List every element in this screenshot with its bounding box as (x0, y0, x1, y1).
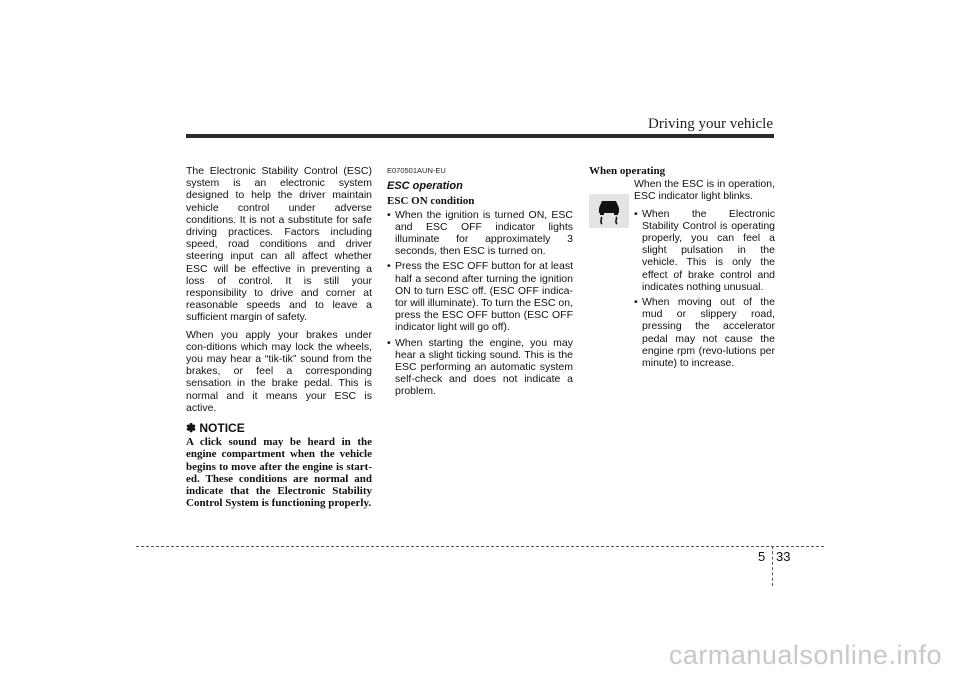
footer-divider (772, 546, 773, 586)
column-right (589, 165, 775, 372)
column-middle (387, 165, 573, 401)
footer-rule (136, 546, 824, 547)
esc-intro-paragraph: The Electronic Stability Control (ESC) system is an electronic system designed to help the driver maintain vehicle control under adverse conditions. It is not a substitute for safe driving practices. Factors including speed, road conditions and driver steering input can all affect whether ESC will be effective in preventing a loss of control. It is still your responsibility to drive and corner at reasonable speeds and to leave a sufficient margin of safety. (186, 165, 372, 324)
section-code: E070501AUN-EU (387, 166, 446, 175)
when-operating-block (589, 178, 775, 369)
esc-on-bullet-list (387, 209, 573, 398)
header-rule (186, 134, 774, 138)
notice-title: ✽ NOTICE (186, 421, 245, 436)
list-item: • When starting the engine, you may hear a slight ticking sound. This is the ESC performing an automatic system self-check and does not indicate a problem. (387, 336, 573, 398)
when-operating-heading: When operating (589, 165, 666, 177)
when-operating-bullet-list (634, 208, 775, 370)
brake-sound-paragraph: When you apply your brakes under con-ditions which may lock the wheels, you may hear a “tik-tik” sound from the brakes, or feel a corresponding sensation in the brake pedal. This is normal and it means your ESC is active. (186, 328, 372, 414)
list-item: • When moving out of the mud or slippery road, pressing the accelerator pedal may not cause the engine rpm (revo-lutions per minute) to increase. (634, 296, 775, 370)
esc-indicator-icon (589, 194, 629, 228)
chapter-number: 5 (758, 549, 766, 564)
watermark: carmanualsonline.info (668, 640, 942, 670)
when-operating-intro: When the ESC is in operation, ESC indicator light blinks. (634, 178, 775, 203)
list-item: • When the Electronic Stability Control is operating properly, you can feel a slight pulsation in the vehicle. This is only the effect of brake control and indicates nothing unusual. (634, 207, 775, 293)
column-left (186, 165, 372, 509)
esc-on-condition-heading: ESC ON condition (387, 195, 475, 208)
notice-body: A click sound may be heard in the engine compartment when the vehicle begins to move after the engine is start-ed. These conditions are normal and indicate that the Electronic Stability Control System is functioning properly. (186, 436, 372, 510)
section-heading: ESC operation (387, 180, 463, 193)
page-number: 33 (776, 549, 791, 564)
list-item: • Press the ESC OFF button for at least half a second after turning the ignition ON to turn ESC off. (ESC OFF indica-tor will illuminate). To turn the ESC on, press the ESC OFF button (ESC OFF indicator light will go off). (387, 260, 573, 334)
page-header-title: Driving your vehicle (648, 116, 773, 132)
list-item: • When the ignition is turned ON, ESC and ESC OFF indicator lights illuminate for approximately 3 seconds, then ESC is turned on. (387, 208, 573, 258)
